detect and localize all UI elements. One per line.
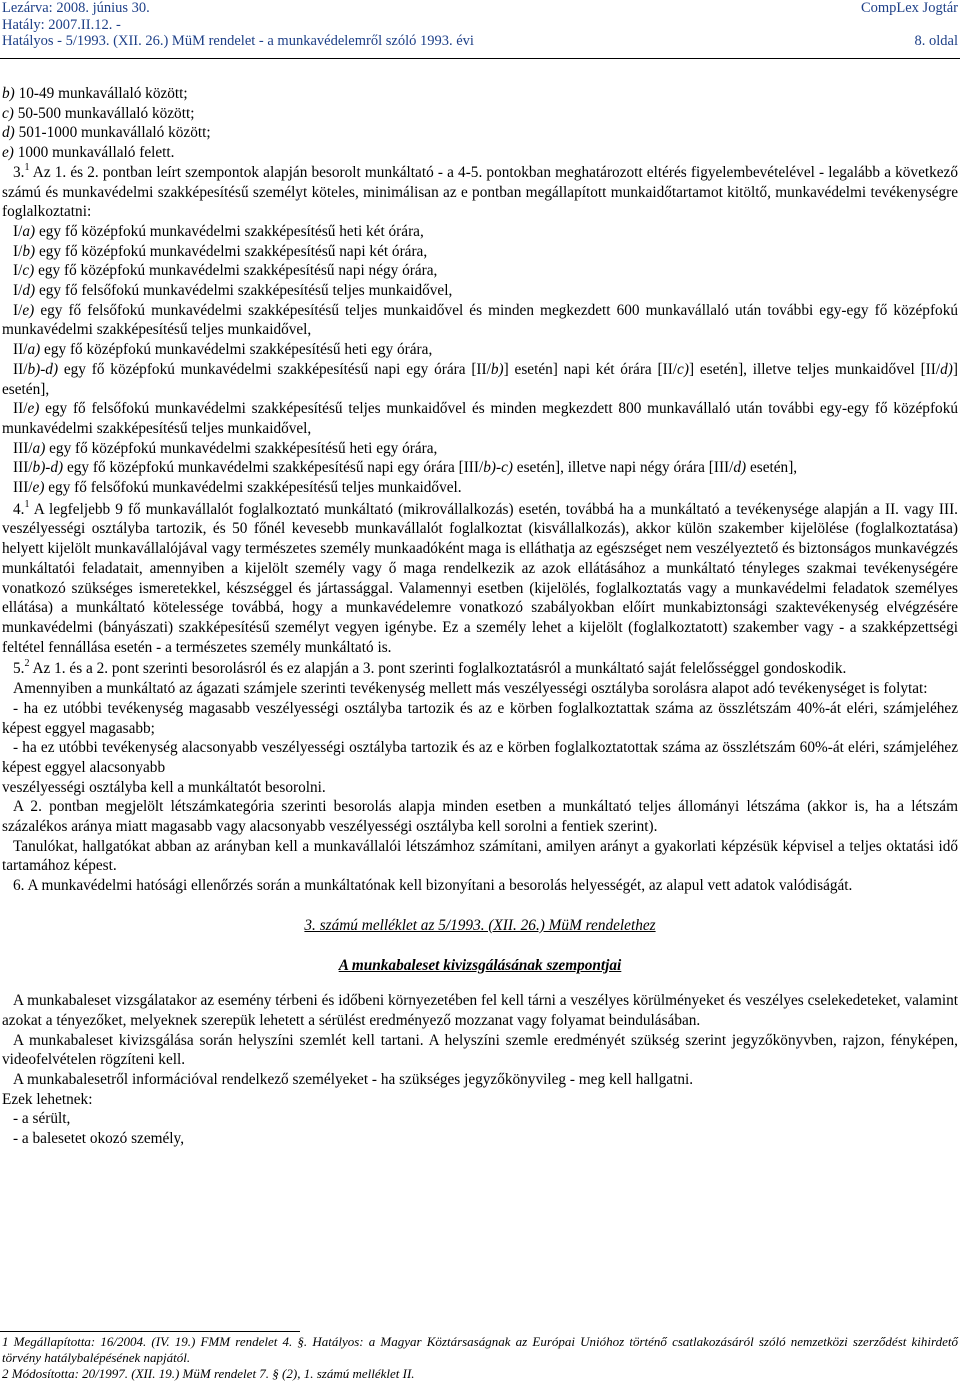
footnote-ref[interactable]: 2 (24, 658, 30, 670)
list-item: b) 10-49 munkavállaló között; (2, 85, 188, 102)
paragraph-5f: Tanulókat, hallgatókat abban az arányban kell a munkavállalói létszámhoz számítani, amilyen arányt a gyakorlati képzésük képvisel a teljes oktatási idő tartamához képest. (2, 837, 958, 875)
annex-paragraph-3: A munkabalesetről információval rendelkező személyeket - ha szükséges jegyzőkönyvileg - meg kell hallgatni. (13, 1071, 694, 1089)
annex-paragraph-2: A munkabaleset kivizsgálása során helyszíni szemlét kell tartani. A helyszíni szemle eredményét szükség szerint jegyzőkönyvben, rajzon, fényképen, videofelvételen rögzíteni kell. (2, 1031, 958, 1069)
page-number: 8. oldal (914, 33, 958, 49)
paragraph-5e: A 2. pontban megjelölt létszámkategória szerinti besorolás alapja minden esetben a munkáltató teljes állományi létszáma (akkor is, ha a létszám százalékos aránya miatt magasabb vagy alacsonyabb veszélyességi osztályba kell sorolni a fentiek szerint). (2, 798, 958, 836)
publisher-name: CompLex Jogtár (860, 0, 958, 16)
category-iiibd: III/b)-d) egy fő középfokú munkavédelmi szakképesítésű napi egy órára [III/b)-c) esetén], illetve napi négy órára [III/d) esetén], (13, 459, 798, 477)
category-iibd: II/b)-d) egy fő középfokú munkavédelmi szakképesítésű napi egy órára [II/b)] esetén] napi két órára [II/c)] esetén], illetve teljes munkaidővel [II/d)] esetén], (2, 360, 958, 398)
annex-subtitle: A munkabaleset kivizsgálásának szempontjai (338, 956, 622, 974)
category-iiie: III/e) egy fő felsőfokú munkavédelmi szakképesítésű teljes munkaidővel. (13, 479, 462, 497)
category-iia: II/a) egy fő középfokú munkavédelmi szakképesítésű heti egy órára, (13, 341, 433, 359)
paragraph-3: 3.$^1$ Az 1. és 2. pontban leírt szempontok alapján besorolt munkáltató - a 4-5. pontokban meghatározott eltérés figyelembevételével - legalább a következő számú és munkavédelmi szakképesítésű személyt köteles, minimálisan az e pontban megállapított munkaidőtartamot kitöltő, munkavédelmi tevékenységre foglalkoztatni: (2, 161, 958, 221)
footnote-2: 2 Módosította: 20/1997. (XII. 19.) MüM rendelet 7. § (2), 1. számú melléklet II. (2, 1366, 415, 1381)
closing-date: Lezárva: 2008. június 30. (2, 0, 150, 16)
paragraph-5b: - ha ez utóbbi tevékenység magasabb veszélyességi osztályba tartozik és az e körben foglalkoztattak száma az összlétszám 40%-át eléri, számjeléhez képest eggyel magasabb; (2, 699, 958, 737)
footnote-rule (0, 1331, 300, 1332)
annex-paragraph-4: Ezek lehetnek: (2, 1090, 93, 1108)
footnotes (2, 1334, 958, 1382)
effective-date: Hatály: 2007.II.12. - (2, 16, 121, 33)
paragraph-5: 5.$^2$ Az 1. és a 2. pont szerinti besorolásról és ez alapján a 3. pont szerinti foglalkoztatásról a munkáltató saját felelősséggel gondoskodik. (13, 658, 847, 678)
list-item: e) 1000 munkavállaló felett. (2, 144, 175, 162)
footnote-1: 1 Megállapította: 16/2004. (IV. 19.) FMM rendelet 4. §. Hatályos: a Magyar Köztársaságnak az Európai Unióhoz történő csatlakozásáról szóló nemzetközi szerződést kihirdető törvény hatálybalépésének napjától. (2, 1334, 958, 1365)
annex-title: 3. számú melléklet az 5/1993. (XII. 26.) MüM rendelethez (304, 916, 656, 934)
category-iie: II/e) egy fő felsőfokú munkavédelmi szakképesítésű teljes munkaidővel és minden megkezdett 800 munkavállaló után további egy-egy fő középfokú munkavédelmi szakképesítésű teljes munkaidővel, (2, 400, 958, 437)
paragraph-4: 4.$^1$ A legfeljebb 9 fő munkavállalót foglalkoztató munkáltató (mikrovállalkozás) esetén, továbbá ha a munkáltató a tevékenysége alapján a II. vagy III. veszélyességi osztályba tartozik, és 50 főnél kevesebb munkavállalót foglalkoztat (kisvállalkozás), akkor külön szakember kijelölése (foglalkoztatása) helyett kijelölt munkavállalójával vagy természetes személy munkaadóként maga is elláthatja az egészséget nem veszélyeztető és biztonságos munkavégzés munkáltatói feladatait, amennyiben a kijelölt személy vagy ő maga rendelkezik az azok ellátásához a munkáltató tényleges szakmai tevékenységére vonatkozó szükséges ismeretekkel, készséggel és jártassággal. Valamennyi esetben (kijelölés, foglalkoztatás vagy a munkavédelmi feladatok személyes ellátása) a munkáltató kötelessége továbbá, hogy a munkavédelemre vonatkozó szabályokban előírt munkabiztonsági szaktevékenység elvégzésére munkavédelmi (bányászati) szakképesítésű személyt vegyen igénybe. Ez a személy lehet a kijelölt (foglalkoztatott) szakember vagy - a szakképzettségi feltétel fennállása esetén - a természetes személy munkáltató is. (2, 498, 958, 656)
paragraph-5d: veszélyességi osztályba kell a munkáltatót besorolni. (2, 778, 326, 796)
category-ib: I/b) egy fő középfokú munkavédelmi szakképesítésű napi két órára, (13, 242, 428, 260)
category-ie: I/e) egy fő felsőfokú munkavédelmi szakképesítésű teljes munkaidővel és minden megkezdett 600 munkavállaló után további egy-egy fő középfokú munkavédelmi szakképesítésű teljes munkaidővel, (2, 301, 958, 339)
paragraph-5c: - ha ez utóbbi tevékenység alacsonyabb veszélyességi osztályba tartozik és az e körben foglalkoztatottak száma az összlétszám 60%-át eléri, számjeléhez képest eggyel alacsonyabb (2, 739, 958, 776)
category-id: I/d) egy fő felsőfokú munkavédelmi szakképesítésű teljes munkaidővel, (13, 282, 453, 300)
list-item: c) 50-500 munkavállaló között; (2, 104, 195, 122)
header-rule (0, 58, 960, 59)
annex-paragraph-1: A munkabaleset vizsgálatakor az esemény térbeni és időbeni környezetében fel kell tárni a veszélyes körülményeket és veszélyes cselekedeteket, valamint azokat a tényezőket, melyeknek szerepük lehetett a sérülést eredményező mozzanat vagy folyamat beindulásában. (2, 992, 958, 1029)
paragraph-6: 6. A munkavédelmi hatósági ellenőrzés során a munkáltatónak kell bizonyítani a besorolás helyességét, az alapul vett adatok valódiságát. (13, 877, 853, 895)
footnote-ref[interactable]: 1 (24, 498, 30, 510)
footnote-ref[interactable]: 1 (24, 161, 30, 173)
annex-list-item-2: - a balesetet okozó személy, (13, 1130, 185, 1148)
page-header (2, 0, 958, 50)
category-ia: I/a) egy fő középfokú munkavédelmi szakképesítésű heti két órára, (13, 222, 424, 240)
list-item: d) 501-1000 munkavállaló között; (2, 124, 211, 142)
category-ic: I/c) egy fő középfokú munkavédelmi szakképesítésű napi négy órára, (13, 262, 438, 280)
document-title: Hatályos - 5/1993. (XII. 26.) MüM rendelet - a munkavédelemről szóló 1993. évi (2, 33, 474, 49)
paragraph-5a: Amennyiben a munkáltató az ágazati számjele szerinti tevékenység mellett más veszélyességi osztályba sorolásra alapot adó tevékenységet is folytat: (13, 680, 928, 698)
annex-list-item-1: - a sérült, (13, 1110, 71, 1128)
document-body (2, 84, 958, 1149)
category-iiia: III/a) egy fő középfokú munkavédelmi szakképesítésű heti egy órára, (13, 439, 438, 457)
